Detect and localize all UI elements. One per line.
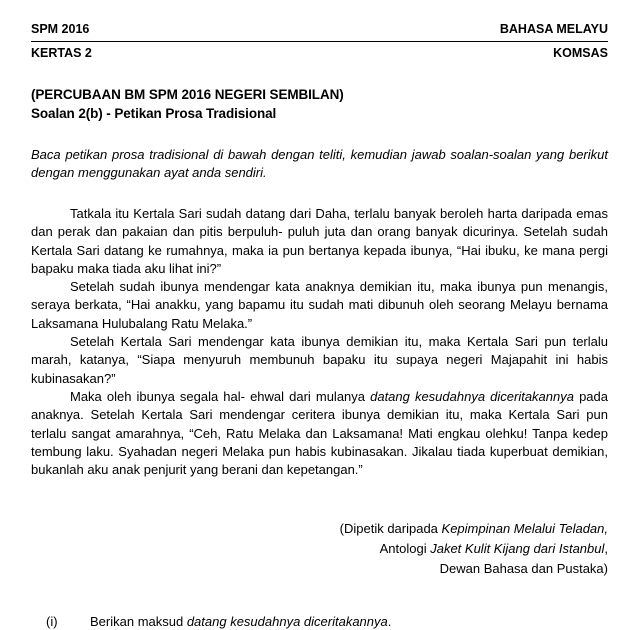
header-divider	[31, 41, 608, 42]
p4-italic-phrase: datang kesudahnya diceritakannya	[370, 388, 574, 404]
citation-book-title: Kepimpinan Melalui Teladan,	[441, 521, 608, 536]
header-exam: SPM 2016	[31, 22, 90, 36]
prose-passage	[31, 205, 608, 479]
citation-line-1-prefix: (Dipetik daripada	[339, 521, 442, 536]
header-top-row	[31, 22, 608, 36]
header-subject: BAHASA MELAYU	[499, 22, 608, 36]
citation-line-2	[208, 539, 608, 559]
header-paper: KERTAS 2	[31, 46, 92, 60]
source-citation	[208, 519, 608, 579]
passage-paragraph-4	[31, 388, 608, 479]
document-title: (PERCUBAAN BM SPM 2016 NEGERI SEMBILAN)	[31, 87, 344, 102]
p4-start: Maka oleh ibunya segala hal- ehwal dari mulanya	[70, 388, 371, 404]
passage-paragraph-3: Setelah Kertala Sari mendengar kata ibunya demikian itu, maka Kertala Sari pun terlalu marah, katanya, “Siapa menyuruh membunuh bapaku itu supaya negeri Majapahit ini habis kubinasakan?”	[31, 334, 608, 386]
question-suffix: .	[387, 614, 392, 629]
header-bottom-row	[31, 46, 608, 60]
document-subtitle: Soalan 2(b) - Petikan Prosa Tradisional	[31, 106, 277, 121]
passage-paragraph-2: Setelah sudah ibunya mendengar kata anaknya demikian itu, maka ibunya pun menangis, seraya berkata, “Hai anakku, yang bapamu itu sudah mati dibunuh oleh seorang Melayu bernama Laksamana Hulubalang Ratu Melaka.”	[31, 279, 608, 331]
instruction-text: Baca petikan prosa tradisional di bawah dengan teliti, kemudian jawab soalan-soalan yang berikut dengan menggunakan ayat anda sendiri.	[31, 147, 608, 180]
citation-line-3: Dewan Bahasa dan Pustaka)	[439, 561, 608, 576]
passage-paragraph-1: Tatkala itu Kertala Sari sudah datang dari Daha, terlalu banyak beroleh harta daripada emas dan perak dan pakaian dan pitis berpuluh- puluh juta dan orang banyak dicurinya. Setelah sudah Kertala Sari datang ke rumahnya, maka ia pun bertanya kepada ibunya, “Hai ibuku, ke mana pergi bapaku maka tiada aku lihat ini?”	[31, 206, 608, 276]
p4-end: pada anaknya. Setelah Kertala Sari mendengar ceritera ibunya demikian itu, maka Kertala Sari pun terlalu sangat amarahnya, “Ceh, Ratu Melaka dan Laksamana! Mati engkau olehku! Tanpa kedep tembung laku. Syahadan negeri Melaka pun habis kubinasakan. Jikalau tiada kuperbuat demikian, bukanlah aku anak penjurit yang berani dan kepetangan.”	[31, 388, 608, 478]
question-italic-phrase: datang kesudahnya diceritakannya	[186, 614, 388, 629]
citation-line-2-prefix: Antologi	[379, 541, 431, 556]
citation-anthology-title: Jaket Kulit Kijang dari Istanbul	[430, 541, 605, 556]
question-number: (i)	[46, 614, 58, 629]
question-prefix: Berikan maksud	[90, 614, 187, 629]
header-section: KOMSAS	[553, 46, 608, 60]
citation-line-2-suffix: ,	[604, 541, 608, 556]
question-item	[46, 614, 391, 629]
citation-line-1	[208, 519, 608, 539]
